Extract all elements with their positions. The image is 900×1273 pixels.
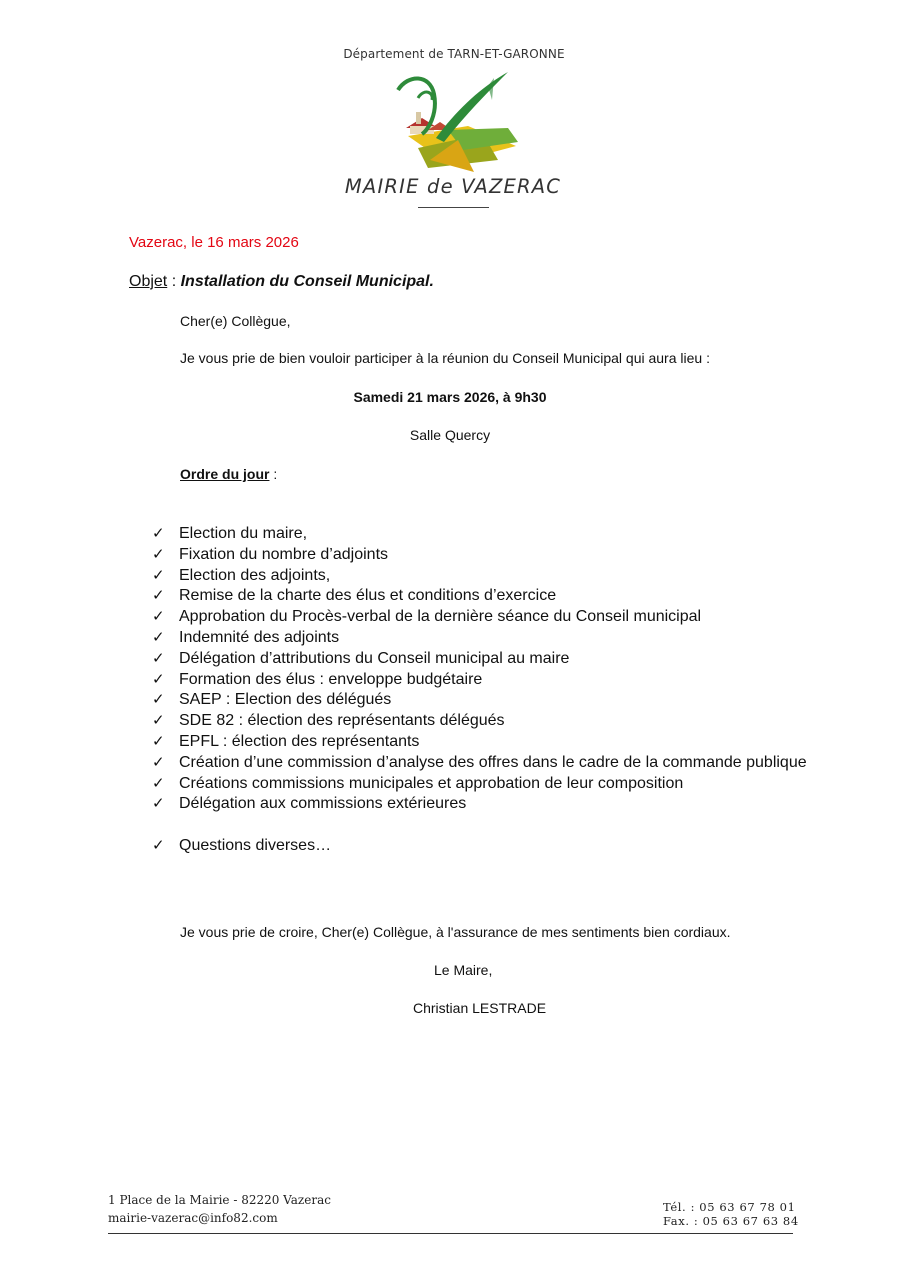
- footer-address: 1 Place de la Mairie - 82220 Vazerac: [108, 1193, 331, 1207]
- agenda-item-text: Remise de la charte des élus et conditions d’exercice: [179, 587, 557, 605]
- check-icon: ✓: [152, 690, 165, 709]
- agenda-item: [152, 773, 807, 794]
- agenda-item-text: Délégation aux commissions extérieures: [179, 795, 467, 813]
- agenda-item-text: SDE 82 : élection des représentants délégués: [179, 712, 505, 730]
- header-divider: [418, 207, 489, 208]
- logo-tower: [416, 112, 421, 124]
- subject-separator: :: [167, 273, 181, 290]
- agenda-item-text: Questions diverses…: [179, 836, 332, 854]
- agenda-list: [152, 523, 807, 856]
- footer-divider: [108, 1233, 793, 1234]
- agenda-heading-label: Ordre du jour: [180, 466, 270, 482]
- intro-paragraph: Je vous prie de bien vouloir participer à la réunion du Conseil Municipal qui aura lieu :: [180, 350, 710, 366]
- agenda-item-final: [152, 835, 807, 856]
- subject-label: Objet: [129, 273, 168, 290]
- agenda-item-text: Approbation du Procès-verbal de la dernière séance du Conseil municipal: [179, 608, 702, 626]
- agenda-item-text: Délégation d’attributions du Conseil municipal au maire: [179, 649, 570, 667]
- agenda-item: [152, 752, 807, 773]
- check-icon: ✓: [152, 524, 165, 542]
- agenda-item-text: Election du maire,: [179, 525, 308, 542]
- agenda-item-text: Création d’une commission d’analyse des offres dans le cadre de la commande publique: [179, 753, 807, 771]
- agenda-item-text: EPFL : élection des représentants: [179, 732, 420, 750]
- check-icon: ✓: [152, 752, 165, 771]
- agenda-heading: [180, 466, 277, 482]
- agenda-item: [152, 565, 807, 586]
- closing-formula: Je vous prie de croire, Cher(e) Collègue, à l'assurance de mes sentiments bien cordiaux.: [180, 924, 731, 940]
- check-icon: ✓: [152, 669, 165, 688]
- agenda-item: [152, 710, 807, 731]
- subject-line: [129, 273, 434, 291]
- agenda-item-text: Indemnité des adjoints: [179, 628, 340, 646]
- signature-name: Christian LESTRADE: [413, 1000, 547, 1016]
- footer-fax: Fax. : 05 63 67 63 84: [663, 1214, 799, 1228]
- mairie-logo: [388, 68, 524, 176]
- agenda-item-text: SAEP : Election des délégués: [179, 691, 392, 709]
- footer-email[interactable]: mairie-vazerac@info82.com: [108, 1211, 278, 1225]
- agenda-item: [152, 669, 807, 690]
- agenda-item-text: Election des adjoints,: [179, 566, 331, 584]
- agenda-item: [152, 648, 807, 669]
- agenda-item-text: Formation des élus : enveloppe budgétaire: [179, 670, 483, 688]
- subject-value: Installation du Conseil Municipal.: [180, 273, 434, 290]
- agenda-item: [152, 731, 807, 752]
- agenda-item-text: Fixation du nombre d’adjoints: [179, 545, 389, 563]
- letter-date: Vazerac, le 16 mars 2026: [129, 234, 299, 251]
- agenda-item: [152, 627, 807, 648]
- meeting-date: Samedi 21 mars 2026, à 9h30: [353, 389, 547, 405]
- signature-title: Le Maire,: [434, 962, 493, 978]
- agenda-item: [152, 585, 807, 606]
- meeting-room: Salle Quercy: [409, 427, 491, 443]
- agenda-item-text: Créations commissions municipales et approbation de leur composition: [179, 774, 684, 792]
- footer-phone: Tél. : 05 63 67 78 01: [663, 1200, 796, 1214]
- agenda-item: [152, 689, 807, 710]
- agenda-item: [152, 606, 807, 627]
- check-icon: ✓: [152, 586, 165, 605]
- agenda-item: [152, 544, 807, 565]
- agenda-item: [152, 793, 807, 814]
- check-icon: ✓: [152, 544, 165, 563]
- check-icon: ✓: [152, 627, 165, 646]
- check-icon: ✓: [152, 731, 165, 750]
- agenda-item: [152, 523, 807, 544]
- check-icon: ✓: [152, 711, 165, 730]
- logo-inner-curl: [418, 92, 432, 100]
- check-icon: ✓: [152, 565, 165, 584]
- check-icon: ✓: [152, 607, 165, 626]
- check-icon: ✓: [152, 773, 165, 792]
- department-heading: Département de TARN-ET-GARONNE: [343, 47, 565, 61]
- mairie-name: MAIRIE de VAZERAC: [344, 175, 562, 198]
- agenda-heading-suffix: :: [269, 466, 278, 482]
- check-icon: ✓: [152, 648, 165, 667]
- salutation: Cher(e) Collègue,: [180, 313, 291, 329]
- logo-v-accent: [488, 78, 494, 100]
- check-icon: ✓: [152, 835, 165, 854]
- check-icon: ✓: [152, 794, 165, 813]
